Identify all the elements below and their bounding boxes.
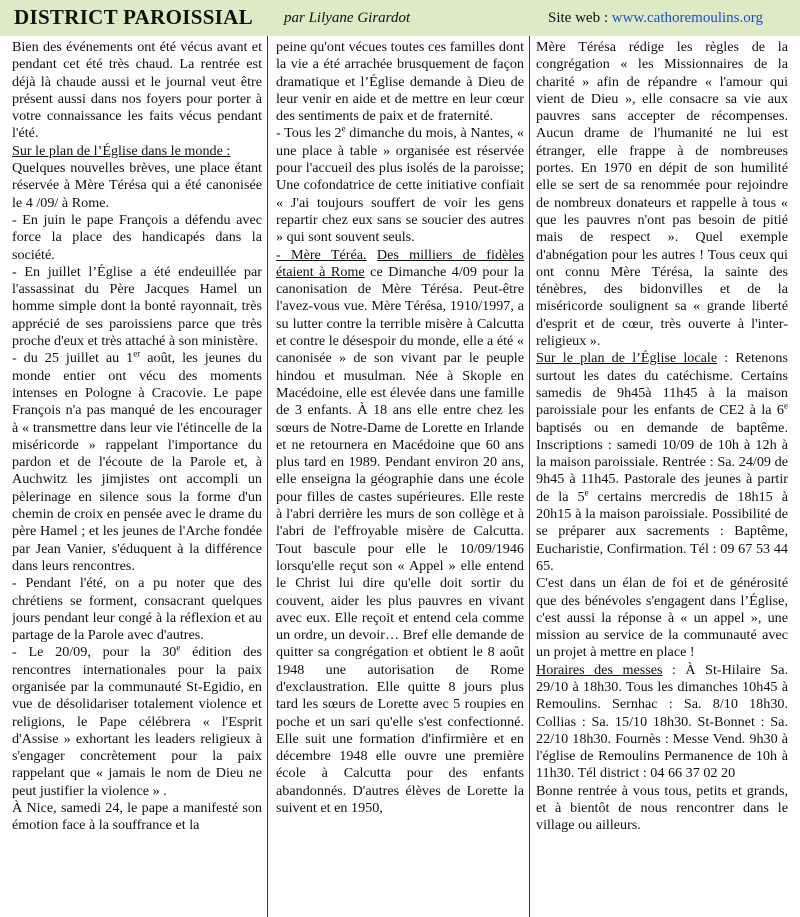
column-3 <box>536 39 788 917</box>
paragraph: - En juin le pape François a défendu avec force la place des handicapés dans la société. <box>12 211 262 263</box>
text-run: dimanche du mois, à Nantes, « une place à table » organisée est réservée pour l'accueil des plus isolés de la paroisse; Une cofondatrice de cette initiative confiait « J'ai toujours souffert de voir les gens repartir chez eux sans se soucier des autres » qui sont souvent seuls. <box>276 125 524 246</box>
paragraph <box>276 125 524 246</box>
text-run: baptisés ou en demande de baptême. Inscriptions : samedi 10/09 de 10h à 12h à la maison paroissiale. Rentrée : Sa. 24/09 de 9h45 à 11h45. Pastorale des jeunes à partir de la 5 <box>536 419 788 505</box>
paragraph: À Nice, samedi 24, le pape a manifesté son émotion face à la souffrance et la <box>12 800 262 834</box>
website-label: Site web : <box>548 10 612 26</box>
column-divider <box>529 36 530 917</box>
underlined-text: Des milliers de fidèles étaient à Rome <box>276 246 524 280</box>
subheading-monde: Sur le plan de l’Église dans le monde : <box>12 142 231 159</box>
paragraph: Bien des événements ont été vécus avant et pendant cet été très chaud. La rentrée est déjà là chaude aussi et le journal veut être présent aussi dans nos foyers pour porter à votre connaissance les faits vécus pendant l'été. <box>12 39 262 142</box>
author-byline: par Lilyane Girardot <box>284 10 411 26</box>
superscript: e <box>584 487 589 497</box>
subheading-mere-teresa: - Mère Téréa. <box>276 246 367 263</box>
website-line <box>548 10 763 27</box>
article-body <box>0 36 800 917</box>
text-run: - du 25 juillet au 1 <box>12 350 134 367</box>
superscript: e <box>784 400 788 411</box>
subheading-locale: Sur le plan de l’Église locale <box>536 350 718 367</box>
paragraph: Quelques nouvelles brèves, une place étant réservée à Mère Térésa qui a été canonisée le 4 /09/ à Rome. <box>12 160 262 211</box>
subheading-messes: Horaires des messes <box>536 661 663 678</box>
text-run: : À St-Hilaire Sa. 29/10 à 18h30. Tous les dimanches 10h45 à Remoulins. Sernhac : Sa. 8/10 18h30. Collias : Sa. 15/10 18h30. St-Bonnet : Sa. 22/10 18h30. Fournès : Messe Vend. 9h30 à l'église de Remoulins Permanence de 10h à 11h30. Tél district : 04 66 37 02 20 <box>536 661 788 782</box>
page-header <box>0 0 800 36</box>
paragraph: Bonne rentrée à vous tous, petits et grands, et à bientôt de nous rencontrer dans le village ou ailleurs. <box>536 782 788 834</box>
text-run: ce Dimanche 4/09 pour la canonisation de Mère Térésa. Peut-être l'avez-vous vue. Mère Térésa, 1910/1997, a su lutter contre la terrible misère à Calcutta et contre le désespoir du monde, elle a été « canonisée » de son vivant par le peuple hindou et musulman. Née à Skople en Macédoine, elle est élevée dans une famille de 3 enfants. À 18 ans elle entre chez les sœurs de Notre-Dame de Lorette en Irlande et ne retournera en Macédoine que 60 ans plus tard en 1989. Pendant environ 20 ans, elle enseigna la géographie dans une école pour filles de castes supérieures. Elle reste à l'abri derrière les murs de son collège et à l'abri de l'effroyable misère de Calcutta. Tout bascule pour elle le 10/09/1946 lorsqu'elle reçut son « Appel » elle entend le Christ lui dire qu'elle doit sortir du couvent, aider les plus pauvres en vivant avec eux. Elle reçoit et entend cela comme un ordre, un devoir… Bref elle demande de quitter sa congrégation et obtient le 8 août 1948 une autorisation de Rome d'exclaustration. Elle quitte 8 jours plus tard les sœurs de Lorette avec 5 roupies en poche et un sari qu'elle s'est confectionné. Elle suit une formation d'infirmière et en décembre 1948 elle ouvre une première école à Calcutta pour des enfants abandonnés. D'autres élèves de Lorette la suivent et en 1950, <box>276 263 524 817</box>
paragraph <box>276 247 524 818</box>
text-run <box>367 247 377 263</box>
text-run: - Le 20/09, pour la 30 <box>12 644 177 661</box>
paragraph: C'est dans un élan de foi et de générosité que des bénévoles s'engagent dans l’Église, c'est aussi la réponse à « un appel », une mission au service de la communauté avec un projet à mettre en place ! <box>536 575 788 661</box>
text-run: août, les jeunes du monde entier ont vécu des moments intenses en Pologne à Cracovie. Le pape François n'a pas manqué de les encourager à « transmettre dans leur vie l'étincelle de la miséricorde » rappelant l'importance du pardon et de l'écoute de la Parole et, à Auchwitz les jimjistes ont accompli un pèlerinage en silence sous la forme d'un chemin de croix en pensée avec le drame du père Hamel ; et les jeunes de l'Arche fondée par Jean Vanier, s'éduquent à la différence dans leurs rencontres. <box>12 350 262 574</box>
website-link[interactable]: www.cathoremoulins.org <box>611 10 763 26</box>
text-run: certains mercredis de 18h15 à 20h15 à la maison paroissiale. Possibilité de se préparer aux sacrements : Baptême, Eucharistie, Confirmation. Tél : 09 67 53 44 65. <box>536 488 788 574</box>
paragraph <box>536 350 788 575</box>
paragraph: Mère Térésa rédige les règles de la congrégation « les Missionnaires de la charité » afin de répandre « l'amour qui vient de Dieu », elle consacre sa vie aux pauvres sans accepter de récompenses. Aucun drame de l'humanité ne lui est étranger, elle frappe à de nombreuses portes. En 1970 en dépit de son humilité elle se sert de sa renommée pour rejoindre de nombreux donateurs et rappelle à tous « que les pauvres n'ont pas besoin de pitié mais de respect ». Quel exemple d'abnégation pour les autres ! Tous ceux qui ont connu Mère Térésa, la sainte des ténèbres, des bidonvilles et de la miséricorde soulignent sa « grande liberté d'esprit et de cœur, très ouverte à l'inter-religieux ». <box>536 39 788 350</box>
paragraph: - Pendant l'été, on a pu noter que des chrétiens se forment, consacrant quelques jours pendant leur congé à la réflexion et au partage de la Parole avec d'autres. <box>12 575 262 644</box>
text-run: : Retenons surtout les dates du catéchisme. Certains samedis de 9h45à 11h45 à la maison paroissiale pour les enfants de CE2 à la 6 <box>536 350 788 419</box>
text-run: - Tous les 2 <box>276 125 342 142</box>
superscript: e <box>176 642 181 653</box>
paragraph: peine qu'ont vécues toutes ces familles dont la vie a été arrachée brusquement de façon dramatique et l’Église demande à Dieu de leur venir en aide et de mettre en leur cœur des sentiments de paix et de fraternité. <box>276 39 524 125</box>
paragraph <box>12 350 262 575</box>
superscript: er <box>133 348 141 359</box>
text-run: édition des rencontres internationales pour la paix organisée par la communauté St-Egidio, en vue de désolidariser totalement violence et religions, le Pape célébrera « l'Esprit d'Assise » exhortant les leaders religieux à s'engager concrètement pour la paix rappelant que « jamais le nom de Dieu ne peut justifier la violence » . <box>12 644 262 799</box>
column-2 <box>276 39 524 917</box>
superscript: e <box>341 123 346 134</box>
paragraph <box>536 662 788 783</box>
column-divider <box>267 36 268 917</box>
paragraph: - En juillet l’Église a été endeuillée par l'assassinat du Père Jacques Hamel un homme simple dont la bonté rayonnait, très apprécié de ses paroissiens parce que très proche d'eux et très attaché à son ministère. <box>12 263 262 350</box>
paragraph <box>12 644 262 800</box>
section-title: DISTRICT PAROISSIAL <box>14 5 253 29</box>
column-1 <box>12 39 262 917</box>
